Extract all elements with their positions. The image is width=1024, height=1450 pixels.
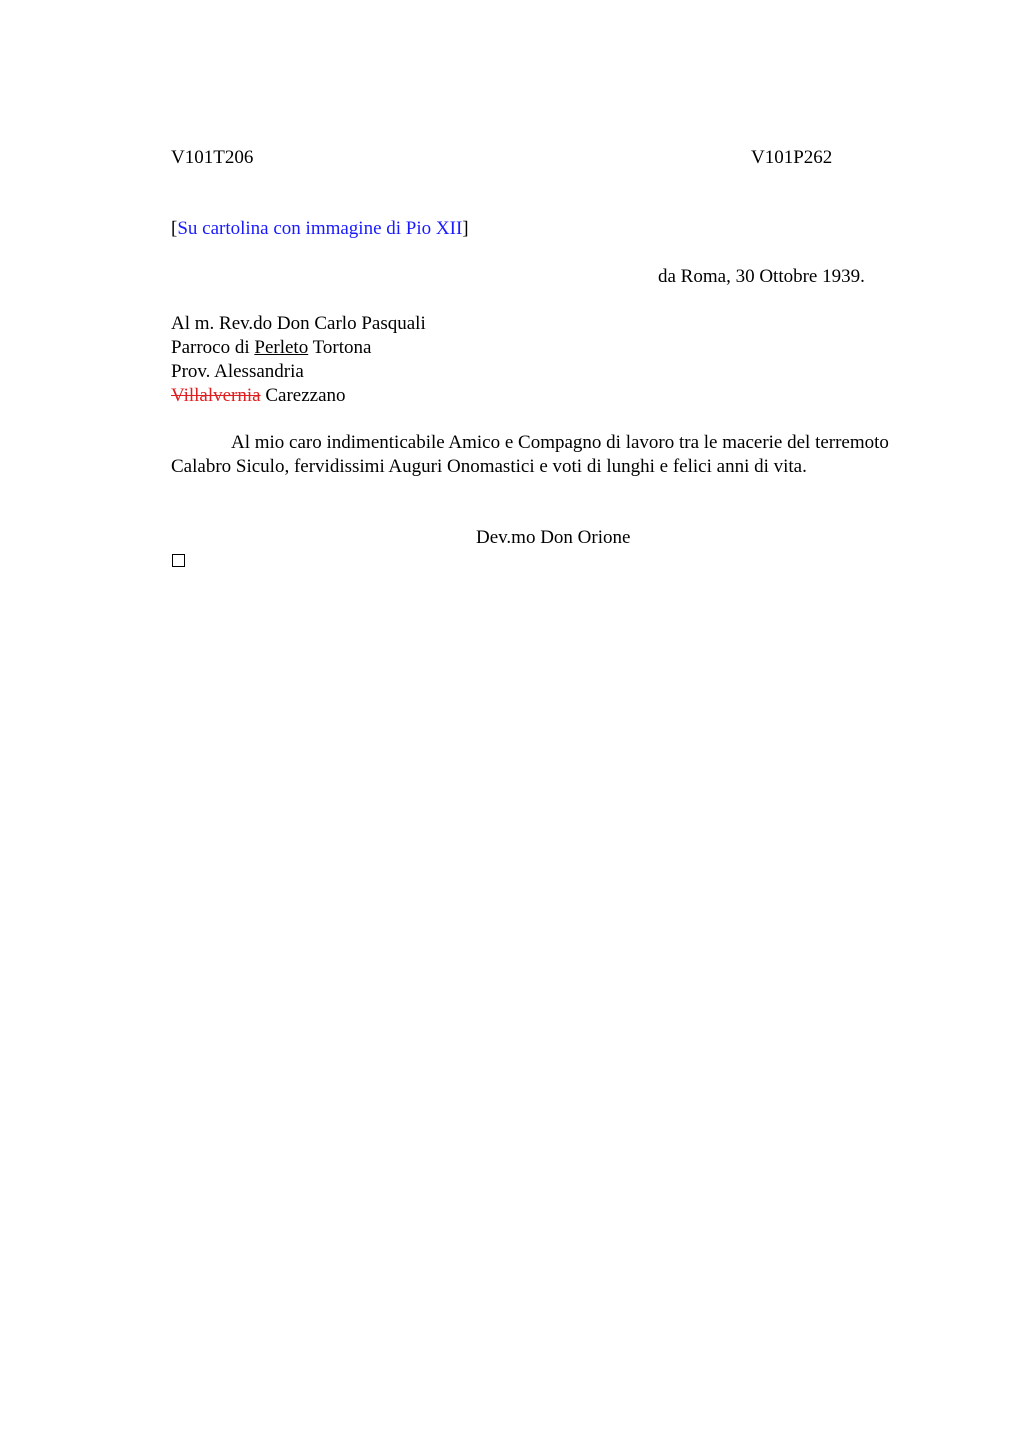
address-line-1: Al m. Rev.do Don Carlo Pasquali <box>171 313 426 334</box>
editorial-note <box>171 217 469 241</box>
archive-code-right: V101P262 <box>751 147 833 168</box>
dateline: da Roma, 30 Ottobre 1939. <box>658 266 865 287</box>
struck-place: Villalvernia <box>171 385 261 406</box>
note-open-bracket: [ <box>171 218 178 239</box>
letter-body-text: Al mio caro indimenticabile Amico e Compagno di lavoro tra le macerie del terremoto Calabro Siculo, fervidissimi Auguri Onomastici e voti di lunghi e felici anni di vita. <box>171 432 889 477</box>
underlined-place: Perleto <box>254 337 309 358</box>
empty-square-icon <box>172 554 185 567</box>
signature: Dev.mo Don Orione <box>476 527 631 548</box>
address-line-2-suffix: Tortona <box>308 337 372 358</box>
note-close-bracket: ] <box>462 218 469 239</box>
archive-code-left: V101T206 <box>171 147 254 168</box>
address-line-3: Prov. Alessandria <box>171 361 304 382</box>
address-line-4 <box>171 384 346 408</box>
address-line-2 <box>171 336 371 360</box>
letter-body <box>171 431 911 479</box>
address-line-4-suffix: Carezzano <box>260 385 346 406</box>
address-line-2-prefix: Parroco di <box>171 337 255 358</box>
note-text: Su cartolina con immagine di Pio XII <box>177 218 463 239</box>
